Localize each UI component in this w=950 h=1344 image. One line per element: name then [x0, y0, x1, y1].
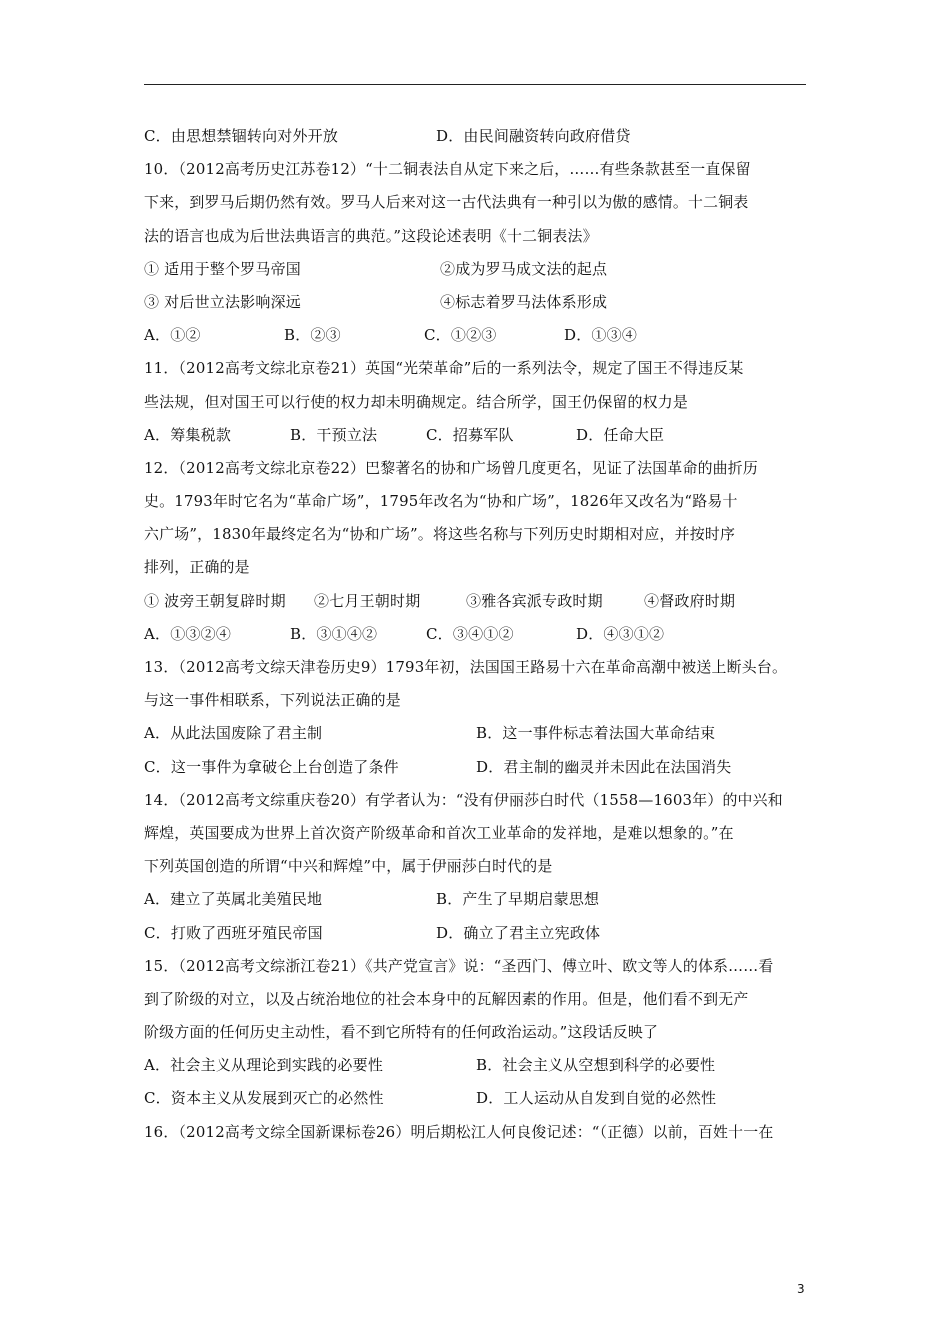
- q12-item: ②七月王朝时期: [314, 591, 421, 610]
- q12-line: 排列，正确的是: [144, 558, 250, 577]
- q11-option: B．干预立法: [290, 425, 378, 444]
- q12-options-row: [144, 618, 824, 651]
- q12-option: C．③④①②: [426, 624, 514, 643]
- document-body: [144, 120, 824, 1149]
- q13-option: A．从此法国废除了君主制: [144, 724, 323, 743]
- q10-item: ②成为罗马成文法的起点: [440, 259, 608, 278]
- q15-options-row: [144, 1049, 824, 1082]
- q12-option: D．④③①②: [576, 624, 665, 643]
- q13-option: D．君主制的幽灵并未因此在法国消失: [476, 757, 732, 776]
- q13-line: 与这一事件相联系，下列说法正确的是: [144, 691, 401, 710]
- page-number: 3: [797, 1282, 805, 1296]
- q10-options-row: [144, 319, 824, 352]
- q15-line: 到了阶级的对立，以及占统治地位的社会本身中的瓦解因素的作用。但是，他们看不到无产: [144, 989, 749, 1008]
- q11-line: 11．（2012高考文综北京卷21）英国“光荣革命”后的一系列法令，规定了国王不得违反某: [144, 359, 744, 378]
- q12-item: ④督政府时期: [644, 591, 736, 610]
- q14-options-row: [144, 883, 824, 916]
- q15-line: 阶级方面的任何历史主动性，看不到它所特有的任何政治运动。”这段话反映了: [144, 1023, 659, 1042]
- q11-option: A．筹集税款: [144, 425, 232, 444]
- options-row: [144, 120, 824, 153]
- q14-line: 辉煌，英国要成为世界上首次资产阶级革命和首次工业革命的发祥地，是难以想象的。”在: [144, 823, 734, 842]
- q13-option: B．这一事件标志着法国大革命结束: [476, 724, 716, 743]
- q12-item: ③雅各宾派专政时期: [466, 591, 603, 610]
- q11-option: C．招募军队: [426, 425, 514, 444]
- option-c: C．由思想禁锢转向对外开放: [144, 127, 339, 145]
- q14-option: D．确立了君主立宪政体: [436, 923, 601, 942]
- q10-option: A．①②: [144, 326, 201, 345]
- q12-line: 12．（2012高考文综北京卷22）巴黎著名的协和广场曾几度更名，见证了法国革命的曲折历: [144, 458, 759, 477]
- q14-option: C．打败了西班牙殖民帝国: [144, 923, 323, 942]
- q15-line: 15．（2012高考文综浙江卷21）《共产党宣言》说：“圣西门、傅立叶、欧文等人的体系……看: [144, 956, 774, 975]
- q13-options-row: [144, 717, 824, 750]
- q10-items-row: [144, 286, 824, 319]
- q12-line: 史。1793年时它名为“革命广场”，1795年改名为“协和广场”，1826年又改名为“路易十: [144, 492, 738, 511]
- q13-option: C．这一事件为拿破仑上台创造了条件: [144, 757, 399, 776]
- q10-item: ③ 对后世立法影响深远: [144, 292, 301, 311]
- q12-option: B．③①④②: [290, 624, 378, 643]
- q14-options-row: [144, 917, 824, 950]
- option-d: D．由民间融资转向政府借贷: [436, 127, 631, 145]
- q10-line: 10．（2012高考历史江苏卷12）“十二铜表法自从定下来之后，……有些条款甚至一直保留: [144, 160, 751, 179]
- q12-item: ① 波旁王朝复辟时期: [144, 591, 286, 610]
- q13-options-row: [144, 751, 824, 784]
- q15-option: D．工人运动从自发到自觉的必然性: [476, 1089, 717, 1108]
- q12-items-row: [144, 585, 824, 618]
- q11-options-row: [144, 419, 824, 452]
- q14-line: 14．（2012高考文综重庆卷20）有学者认为：“没有伊丽莎白时代（1558—1603年）的中兴和: [144, 790, 783, 809]
- q12-option: A．①③②④: [144, 624, 232, 643]
- q10-option: D．①③④: [564, 326, 638, 345]
- q12-line: 六广场”，1830年最终定名为“协和广场”。将这些名称与下列历史时期相对应，并按时序: [144, 525, 736, 544]
- header-rule: [144, 84, 806, 85]
- q13-line: 13．（2012高考文综天津卷历史9）1793年初，法国国王路易十六在革命高潮中被送上断头台。: [144, 658, 788, 676]
- q15-option: B．社会主义从空想到科学的必要性: [476, 1056, 716, 1075]
- q15-option: C．资本主义从发展到灭亡的必然性: [144, 1089, 384, 1108]
- q14-line: 下列英国创造的所谓“中兴和辉煌”中，属于伊丽莎白时代的是: [144, 857, 553, 876]
- q10-option: B．②③: [284, 326, 341, 345]
- q16-line: 16．（2012高考文综全国新课标卷26）明后期松江人何良俊记述：“（正德）以前，百姓十一在: [144, 1122, 774, 1141]
- q10-line: 下来，到罗马后期仍然有效。罗马人后来对这一古代法典有一种引以为傲的感情。十二铜表: [144, 193, 749, 212]
- q10-option: C．①②③: [424, 326, 497, 345]
- q10-item: ④标志着罗马法体系形成: [440, 292, 608, 311]
- q10-item: ① 适用于整个罗马帝国: [144, 259, 301, 278]
- q15-option: A．社会主义从理论到实践的必要性: [144, 1056, 384, 1075]
- q15-options-row: [144, 1082, 824, 1115]
- q14-option: B．产生了早期启蒙思想: [436, 890, 600, 909]
- q14-option: A．建立了英属北美殖民地: [144, 890, 323, 909]
- q11-line: 些法规，但对国王可以行使的权力却未明确规定。结合所学，国王仍保留的权力是: [144, 392, 688, 411]
- q11-option: D．任命大臣: [576, 425, 665, 444]
- q10-line: 法的语言也成为后世法典语言的典范。”这段论述表明《十二铜表法》: [144, 226, 598, 245]
- q10-items-row: [144, 253, 824, 286]
